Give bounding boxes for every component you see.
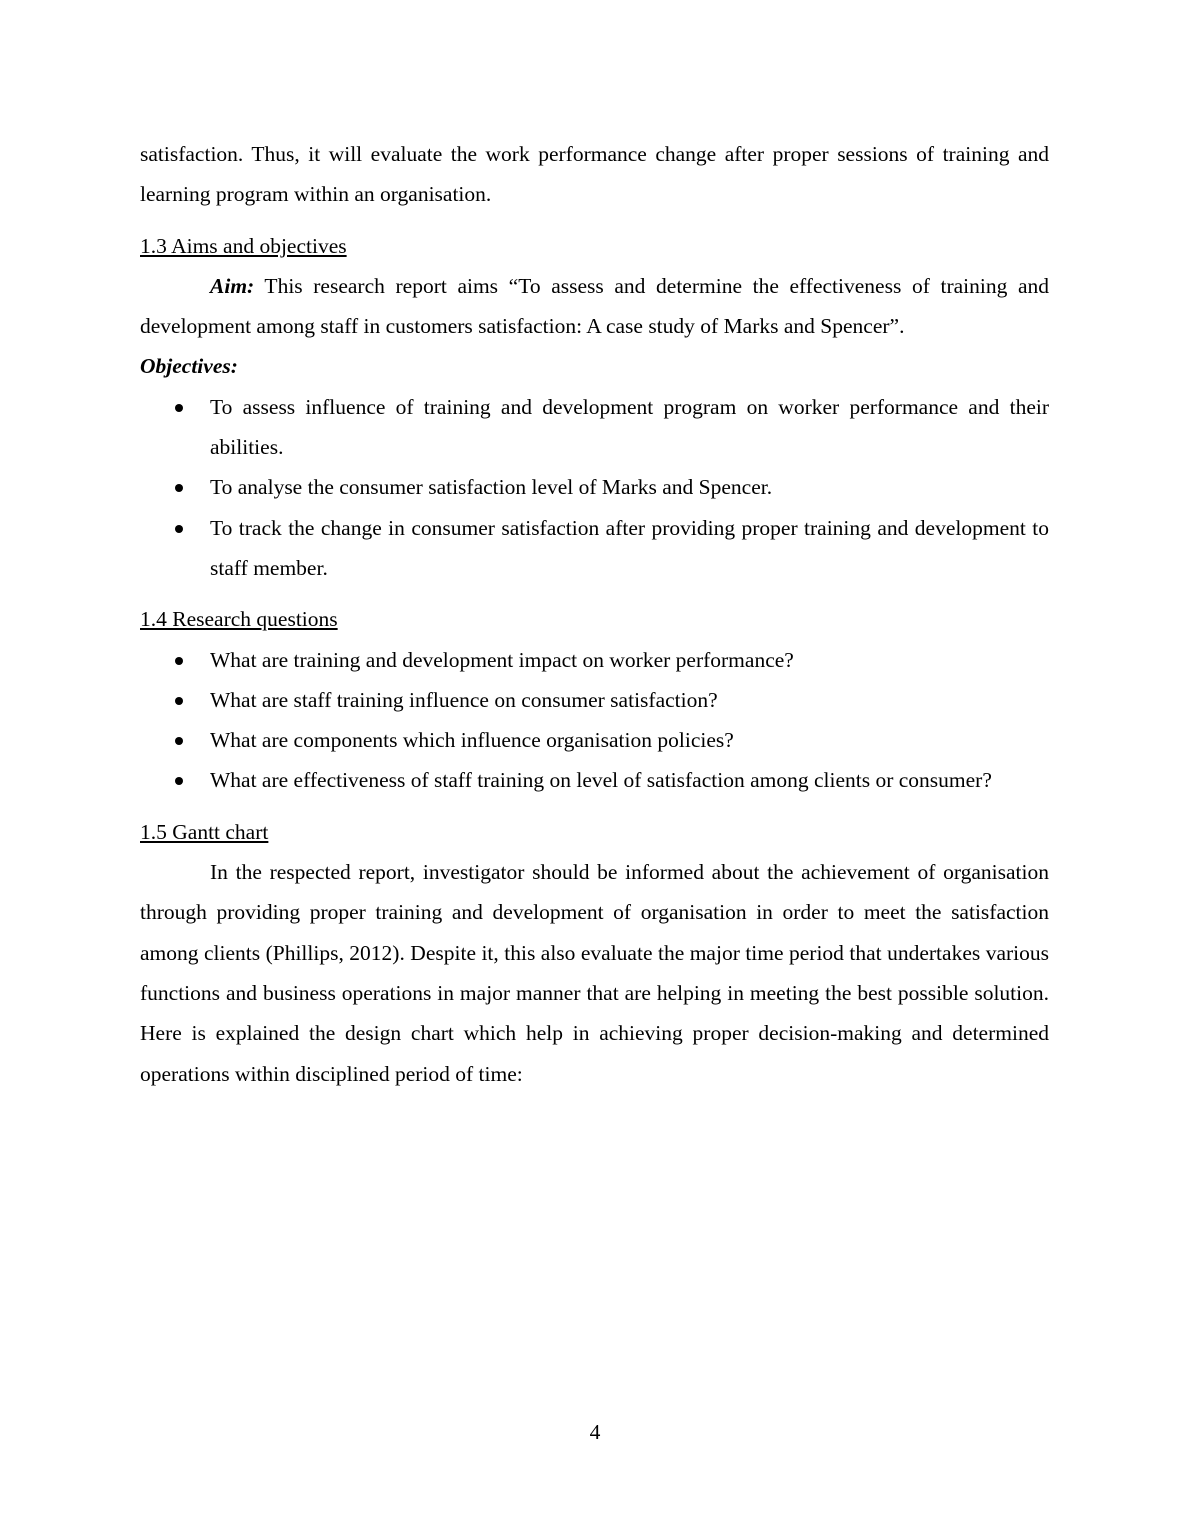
question-text: What are effectiveness of staff training on level of satisfaction among clients or consumer?	[210, 768, 992, 793]
page-content	[140, 134, 1049, 1094]
question-item	[140, 640, 1049, 680]
objectives-list	[140, 387, 1049, 588]
aim-label: Aim:	[210, 273, 255, 298]
objective-text: To track the change in consumer satisfaction after providing proper training and development to staff member.	[210, 515, 1049, 580]
bullet-icon	[175, 525, 183, 533]
objectives-heading: Objectives:	[140, 354, 238, 379]
bullet-icon	[175, 657, 183, 665]
section-heading-gantt-chart: 1.5 Gantt chart	[140, 819, 269, 844]
objective-item	[140, 467, 1049, 507]
research-questions-list	[140, 640, 1049, 801]
section-heading-research-questions: 1.4 Research questions	[140, 607, 338, 632]
objective-text: To analyse the consumer satisfaction level of Marks and Spencer.	[210, 475, 773, 500]
page-number: 4	[589, 1420, 601, 1444]
section-heading-aims: 1.3 Aims and objectives	[140, 233, 347, 258]
bullet-icon	[175, 777, 183, 785]
intro-paragraph: satisfaction. Thus, it will evaluate the work performance change after proper sessions of training and learning program within an organisation.	[140, 142, 1049, 207]
bullet-icon	[175, 484, 183, 492]
aim-paragraph	[140, 266, 1049, 347]
objective-item	[140, 387, 1049, 468]
question-item	[140, 680, 1049, 720]
aim-text: This research report aims “To assess and determine the effectiveness of training and development among staff in customers satisfaction: A case study of Marks and Spencer”.	[140, 273, 1049, 339]
question-item	[140, 760, 1049, 800]
objective-item	[140, 508, 1049, 589]
bullet-icon	[175, 697, 183, 705]
question-text: What are components which influence organisation policies?	[210, 728, 734, 753]
bullet-icon	[175, 737, 183, 745]
question-text: What are training and development impact on worker performance?	[210, 647, 794, 672]
bullet-icon	[175, 404, 183, 412]
question-item	[140, 720, 1049, 760]
gantt-paragraph: In the respected report, investigator should be informed about the achievement of organisation through providing proper training and development of organisation in order to meet the satisfaction among clients (Phillips, 2012). Despite it, this also evaluate the major time period that undertakes various functions and business operations in major manner that are helping in meeting the best possible solution. Here is explained the design chart which help in achieving proper decision-making and determined operations within disciplined period of time:	[140, 860, 1049, 1086]
objective-text: To assess influence of training and development program on worker performance and their abilities.	[210, 394, 1049, 460]
question-text: What are staff training influence on consumer satisfaction?	[210, 687, 718, 712]
